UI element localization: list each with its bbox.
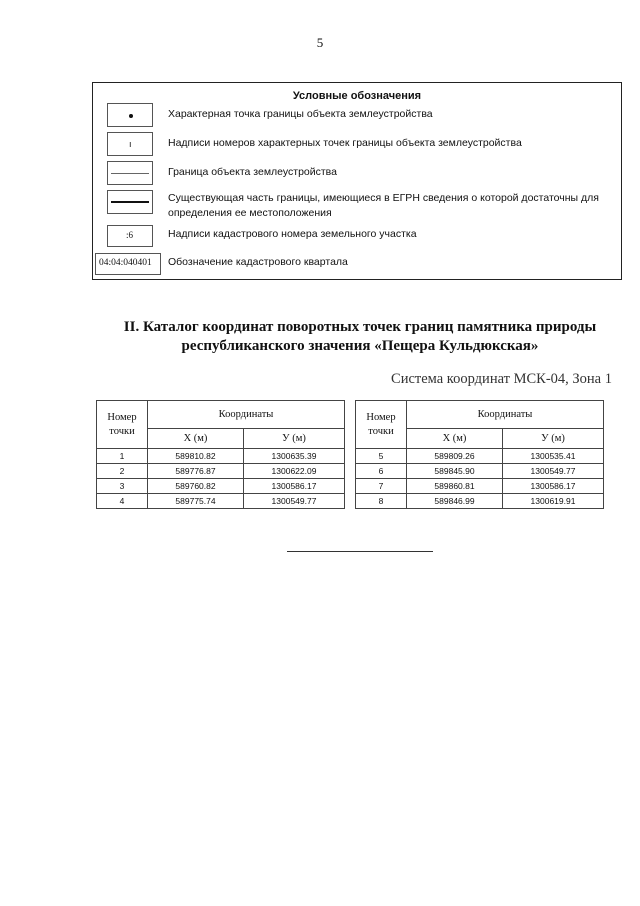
- table-row: [97, 464, 345, 479]
- section-title: [90, 318, 630, 356]
- x-value: 589760.82: [148, 479, 244, 494]
- table-row: [356, 464, 604, 479]
- x-value: 589810.82: [148, 449, 244, 464]
- y-value: 1300535.41: [503, 449, 604, 464]
- table-row: [356, 494, 604, 509]
- point-number: 4: [97, 494, 148, 509]
- header-coordinates: Координаты: [407, 401, 604, 429]
- point-number: 3: [97, 479, 148, 494]
- header-y: У (м): [244, 429, 345, 449]
- section-title-line1: II. Каталог координат поворотных точек границ памятника природы: [123, 319, 597, 335]
- table-row: [97, 494, 345, 509]
- page-number: 5: [316, 35, 324, 50]
- header-y: У (м): [503, 429, 604, 449]
- header-point-number: [97, 401, 148, 449]
- header-coordinates: Координаты: [148, 401, 345, 429]
- x-value: 589845.90: [407, 464, 503, 479]
- legend-symbol-point: [107, 103, 153, 127]
- existing-boundary-line-icon: [111, 201, 149, 203]
- header-x: Х (м): [148, 429, 244, 449]
- legend-text-quarter-label: Обозначение кадастрового квартала: [168, 256, 348, 268]
- legend-title: Условные обозначения: [292, 90, 422, 102]
- legend-symbol-parcel-label: [107, 225, 153, 247]
- y-value: 1300549.77: [244, 494, 345, 509]
- x-value: 589809.26: [407, 449, 503, 464]
- point-number: 8: [356, 494, 407, 509]
- y-value: 1300586.17: [244, 479, 345, 494]
- quarter-number-glyph: 04:04:040401: [99, 258, 152, 268]
- x-value: 589775.74: [148, 494, 244, 509]
- x-value: 589860.81: [407, 479, 503, 494]
- legend-symbol-boundary: [107, 161, 153, 185]
- point-number: 2: [97, 464, 148, 479]
- point-dot-icon: [129, 114, 133, 118]
- point-number: 6: [356, 464, 407, 479]
- y-value: 1300622.09: [244, 464, 345, 479]
- legend-text-point: Характерная точка границы объекта землеустройства: [168, 108, 433, 120]
- legend-text-existing-boundary: Существующая часть границы, имеющиеся в ЕГРН сведения о которой достаточны для определения ее местоположения: [168, 192, 599, 219]
- coordinate-system-label: Система координат МСК-04, Зона 1: [391, 371, 612, 387]
- table-row: [356, 479, 604, 494]
- end-divider: [287, 551, 433, 552]
- point-number: 1: [97, 449, 148, 464]
- y-value: 1300586.17: [503, 479, 604, 494]
- header-point-number: [356, 401, 407, 449]
- coordinates-table-left: [96, 400, 345, 509]
- legend-symbol-existing-boundary: [107, 190, 153, 214]
- legend-box: [92, 82, 622, 280]
- parcel-number-glyph: :6: [126, 230, 134, 240]
- point-number: 5: [356, 449, 407, 464]
- header-number-line2: точки: [368, 425, 394, 437]
- legend-symbol-quarter-label: [95, 253, 161, 275]
- y-value: 1300549.77: [503, 464, 604, 479]
- y-value: 1300635.39: [244, 449, 345, 464]
- coordinates-table-right: [355, 400, 604, 509]
- y-value: 1300619.91: [503, 494, 604, 509]
- table-row: [356, 449, 604, 464]
- legend-symbol-point-label: [107, 132, 153, 156]
- header-number-line1: Номер: [366, 411, 396, 423]
- boundary-line-icon: [111, 173, 149, 174]
- table-row: [97, 479, 345, 494]
- point-number-glyph: ı: [129, 139, 132, 149]
- x-value: 589846.99: [407, 494, 503, 509]
- point-number: 7: [356, 479, 407, 494]
- section-title-line2: республиканского значения «Пещера Кульдюкская»: [181, 338, 539, 354]
- legend-text-parcel-label: Надписи кадастрового номера земельного участка: [168, 228, 417, 240]
- x-value: 589776.87: [148, 464, 244, 479]
- header-number-line2: точки: [109, 425, 135, 437]
- legend-text-boundary: Граница объекта землеустройства: [168, 166, 337, 178]
- legend-text-point-label: Надписи номеров характерных точек границы объекта землеустройства: [168, 137, 522, 149]
- header-number-line1: Номер: [107, 411, 137, 423]
- header-x: Х (м): [407, 429, 503, 449]
- table-row: [97, 449, 345, 464]
